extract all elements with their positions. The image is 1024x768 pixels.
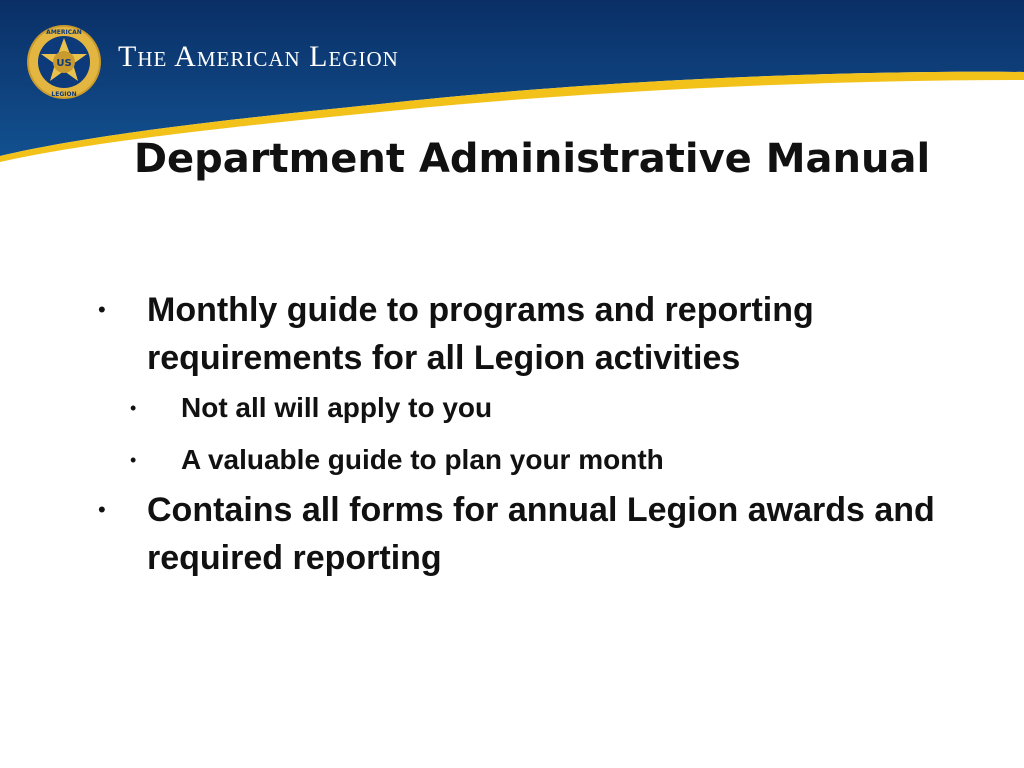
bullet-list <box>0 286 1024 582</box>
bullet-dot-icon: • <box>98 297 106 322</box>
sub-bullet-item <box>0 434 1024 486</box>
american-legion-emblem-icon <box>26 24 102 100</box>
sub-bullet-text: Not all will apply to you <box>181 392 493 423</box>
organization-name: The American Legion <box>118 40 399 73</box>
bullet-dot-icon: • <box>130 398 137 418</box>
bullet-dot-icon: • <box>130 450 137 470</box>
sub-bullet-text: A valuable guide to plan your month <box>181 444 664 475</box>
sub-bullet-item <box>0 382 1024 434</box>
bullet-text: Contains all forms for annual Legion awards and required reporting <box>147 491 935 577</box>
svg-text:US: US <box>56 58 72 69</box>
svg-text:LEGION: LEGION <box>51 91 77 98</box>
bullet-text: Monthly guide to programs and reporting requirements for all Legion activities <box>147 291 814 377</box>
slide-title: Department Administrative Manual <box>133 136 931 182</box>
bullet-item <box>0 286 1024 382</box>
bullet-dot-icon: • <box>98 497 106 522</box>
bullet-item <box>0 486 1024 582</box>
svg-text:AMERICAN: AMERICAN <box>46 29 82 36</box>
